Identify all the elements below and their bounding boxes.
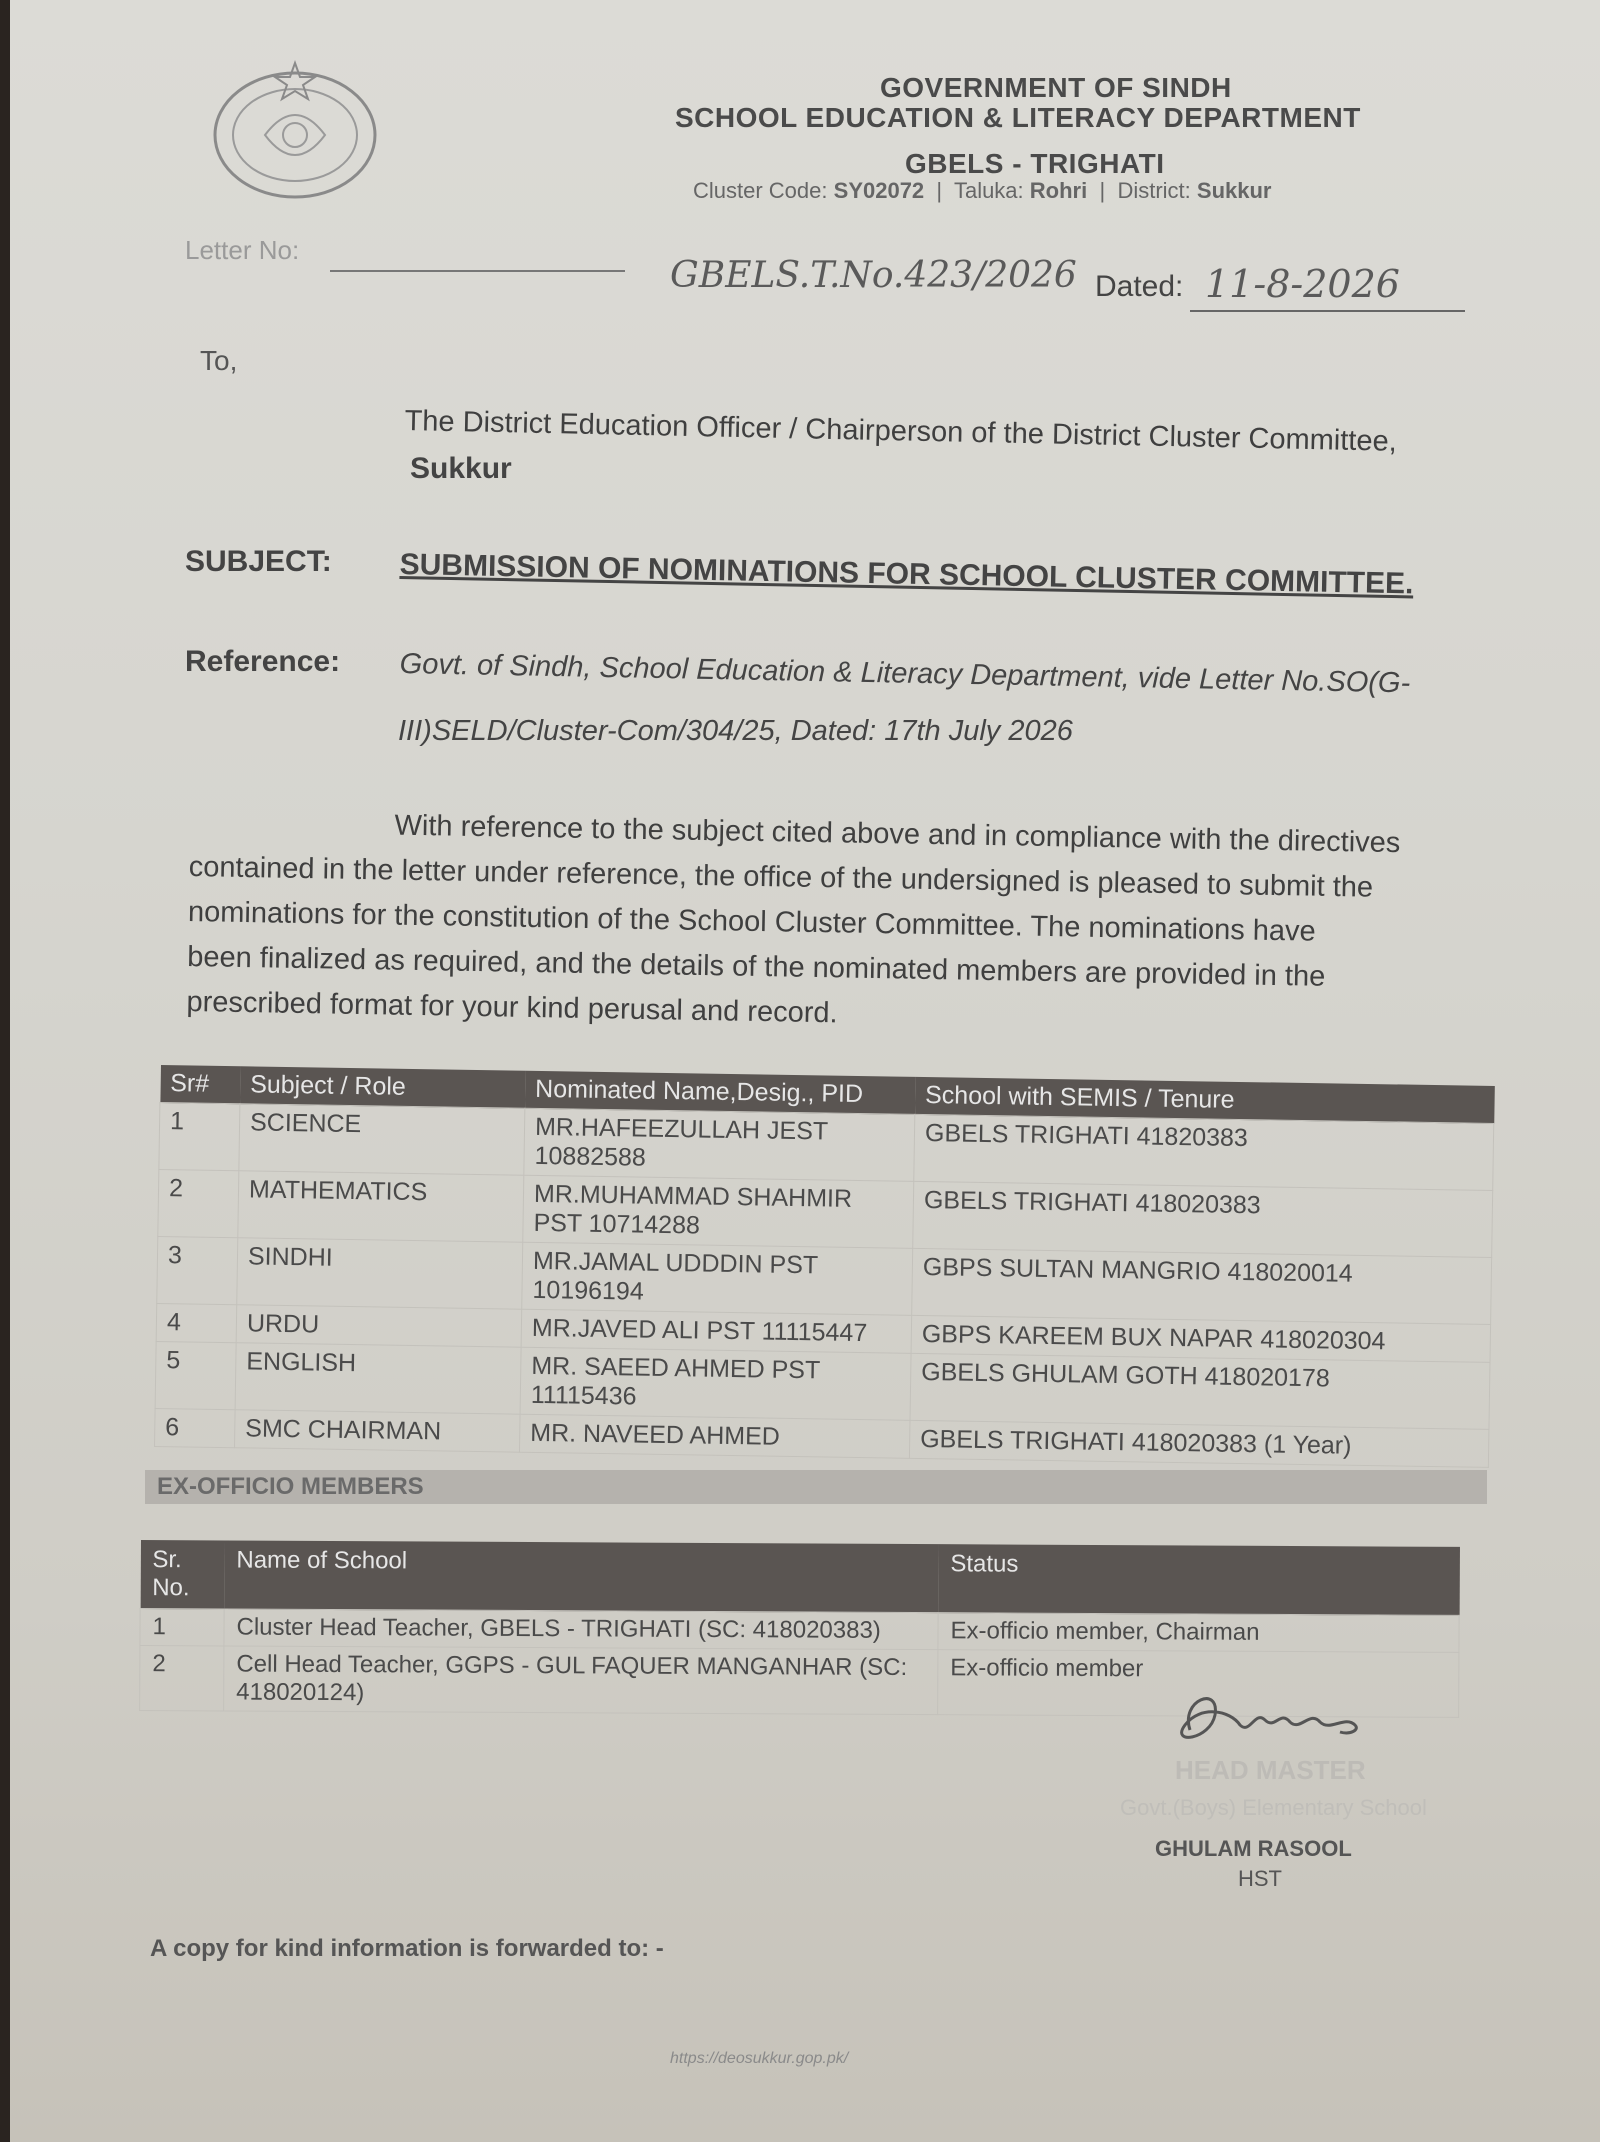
column-header: Sr. No.: [140, 1540, 224, 1609]
column-header: Nominated Name,Desig., PID: [525, 1071, 916, 1115]
column-header: Status: [938, 1544, 1459, 1615]
letter-no-value: GBELS.T.No.423/2026: [670, 255, 1077, 296]
subject-label: SUBJECT:: [185, 545, 332, 578]
letter-no-underline: [330, 270, 625, 272]
cell-subject: SCIENCE: [239, 1104, 525, 1175]
ex-officio-heading: EX-OFFICIO MEMBERS: [145, 1470, 1487, 1504]
cell-school: GBELS TRIGHATI 418020383: [913, 1181, 1493, 1257]
cluster-code: SY02072: [833, 178, 925, 203]
district-label: District:: [1117, 178, 1191, 203]
cluster-code-label: Cluster Code:: [693, 178, 828, 203]
cell-school: GBPS SULTAN MANGRIO 418020014: [912, 1248, 1492, 1324]
cell-sr: 3: [157, 1236, 238, 1304]
signatory-name: GHULAM RASOOL: [1155, 1836, 1352, 1861]
letter-no-label: Letter No:: [185, 235, 300, 265]
dated-value: 11-8-2026: [1205, 262, 1400, 306]
header-cluster-info: [693, 178, 1271, 204]
cell-school: GBELS TRIGHATI 41820383: [914, 1114, 1494, 1190]
reference-line-2: III)SELD/Cluster-Com/304/25, Dated: 17th July 2026: [398, 715, 1073, 747]
cell-school: GBELS TRIGHATI 418020383 (1 Year): [909, 1420, 1489, 1467]
cell-subject: ENGLISH: [235, 1343, 521, 1414]
header-government: GOVERNMENT OF SINDH: [880, 72, 1232, 103]
recipient: The District Education Officer / Chairperson of the District Cluster Committee,: [404, 405, 1398, 458]
to-label: To,: [200, 345, 238, 376]
dated-label: Dated:: [1095, 270, 1184, 303]
cell-sr: 4: [156, 1303, 237, 1342]
cell-sr: 6: [155, 1408, 236, 1447]
sindh-government-seal-icon: [205, 55, 385, 205]
cell-nominee: MR.HAFEEZULLAH JEST 10882588: [524, 1108, 915, 1181]
district: Sukkur: [1196, 178, 1272, 203]
signature-icon: [1160, 1680, 1380, 1760]
header-school: GBELS - TRIGHATI: [905, 148, 1165, 179]
taluka-label: Taluka:: [953, 178, 1024, 203]
subject-text: SUBMISSION OF NOMINATIONS FOR SCHOOL CLUSTER COMMITTEE.: [399, 548, 1414, 601]
stamp-line-1: HEAD MASTER: [1175, 1755, 1366, 1785]
body-paragraph: [186, 800, 1510, 1048]
cell-nominee: MR. SAEED AHMED PST 11115436: [520, 1347, 911, 1420]
signatory-designation: HST: [1238, 1866, 1282, 1891]
body-line: contained in the letter under reference, the office of the undersigned is pleased to submit the: [188, 850, 1374, 904]
column-header: School with SEMIS / Tenure: [915, 1077, 1495, 1124]
column-header: Name of School: [224, 1540, 938, 1612]
cell-sr: 2: [140, 1646, 224, 1711]
stamp-line-2: Govt.(Boys) Elementary School: [1120, 1795, 1427, 1820]
cell-school: GBELS GHULAM GOTH 418020178: [910, 1353, 1490, 1429]
footer-url: https://deosukkur.gop.pk/: [670, 2050, 849, 2067]
cell-sr: 2: [158, 1169, 239, 1237]
body-line: With reference to the subject cited above and in compliance with the directives: [394, 809, 1401, 860]
nominations-table: [154, 1065, 1495, 1468]
cell-subject: SINDHI: [237, 1238, 523, 1309]
taluka: Rohri: [1029, 178, 1088, 203]
cell-nominee: MR.JAVED ALI PST 11115447: [521, 1309, 912, 1353]
body-line: been finalized as required, and the details of the nominated members are provided in the: [186, 940, 1326, 993]
cell-subject: URDU: [236, 1305, 522, 1347]
cell-subject: SMC CHAIRMAN: [234, 1410, 520, 1452]
cell-school-name: Cluster Head Teacher, GBELS - TRIGHATI (SC: 418020383): [224, 1609, 938, 1650]
cell-sr: 1: [140, 1609, 224, 1646]
cell-status: Ex-officio member, Chairman: [938, 1613, 1459, 1653]
cell-school: GBPS KAREEM BUX NAPAR 418020304: [911, 1315, 1491, 1362]
header-department: SCHOOL EDUCATION & LITERACY DEPARTMENT: [675, 102, 1361, 133]
letter-page: [10, 0, 1600, 2142]
dated-underline: [1190, 310, 1465, 312]
cell-nominee: MR.JAMAL UDDDIN PST 10196194: [522, 1242, 913, 1315]
cell-status: Ex-officio member: [938, 1650, 1459, 1718]
column-header: Subject / Role: [240, 1066, 526, 1108]
reference-line-1: Govt. of Sindh, School Education & Literacy Department, vide Letter No.SO(G-: [399, 648, 1411, 700]
body-line: nominations for the constitution of the School Cluster Committee. The nominations have: [187, 895, 1316, 948]
separator: |: [936, 178, 943, 203]
separator: |: [1099, 178, 1106, 203]
cell-nominee: MR.MUHAMMAD SHAHMIR PST 10714288: [523, 1175, 914, 1248]
cell-school-name: Cell Head Teacher, GGPS - GUL FAQUER MANGANHAR (SC: 418020124): [224, 1646, 938, 1715]
cell-subject: MATHEMATICS: [238, 1171, 524, 1242]
cell-sr: 1: [159, 1103, 240, 1171]
reference-label: Reference:: [185, 645, 341, 678]
copy-forward-text: A copy for kind information is forwarded to: -: [150, 1935, 664, 1962]
table-header-row: [140, 1540, 1459, 1615]
cell-nominee: MR. NAVEED AHMED: [519, 1414, 910, 1458]
column-header: Sr#: [160, 1065, 241, 1104]
cell-sr: 5: [155, 1341, 236, 1409]
body-line: prescribed format for your kind perusal and record.: [186, 985, 838, 1030]
recipient-city: Sukkur: [410, 452, 512, 485]
